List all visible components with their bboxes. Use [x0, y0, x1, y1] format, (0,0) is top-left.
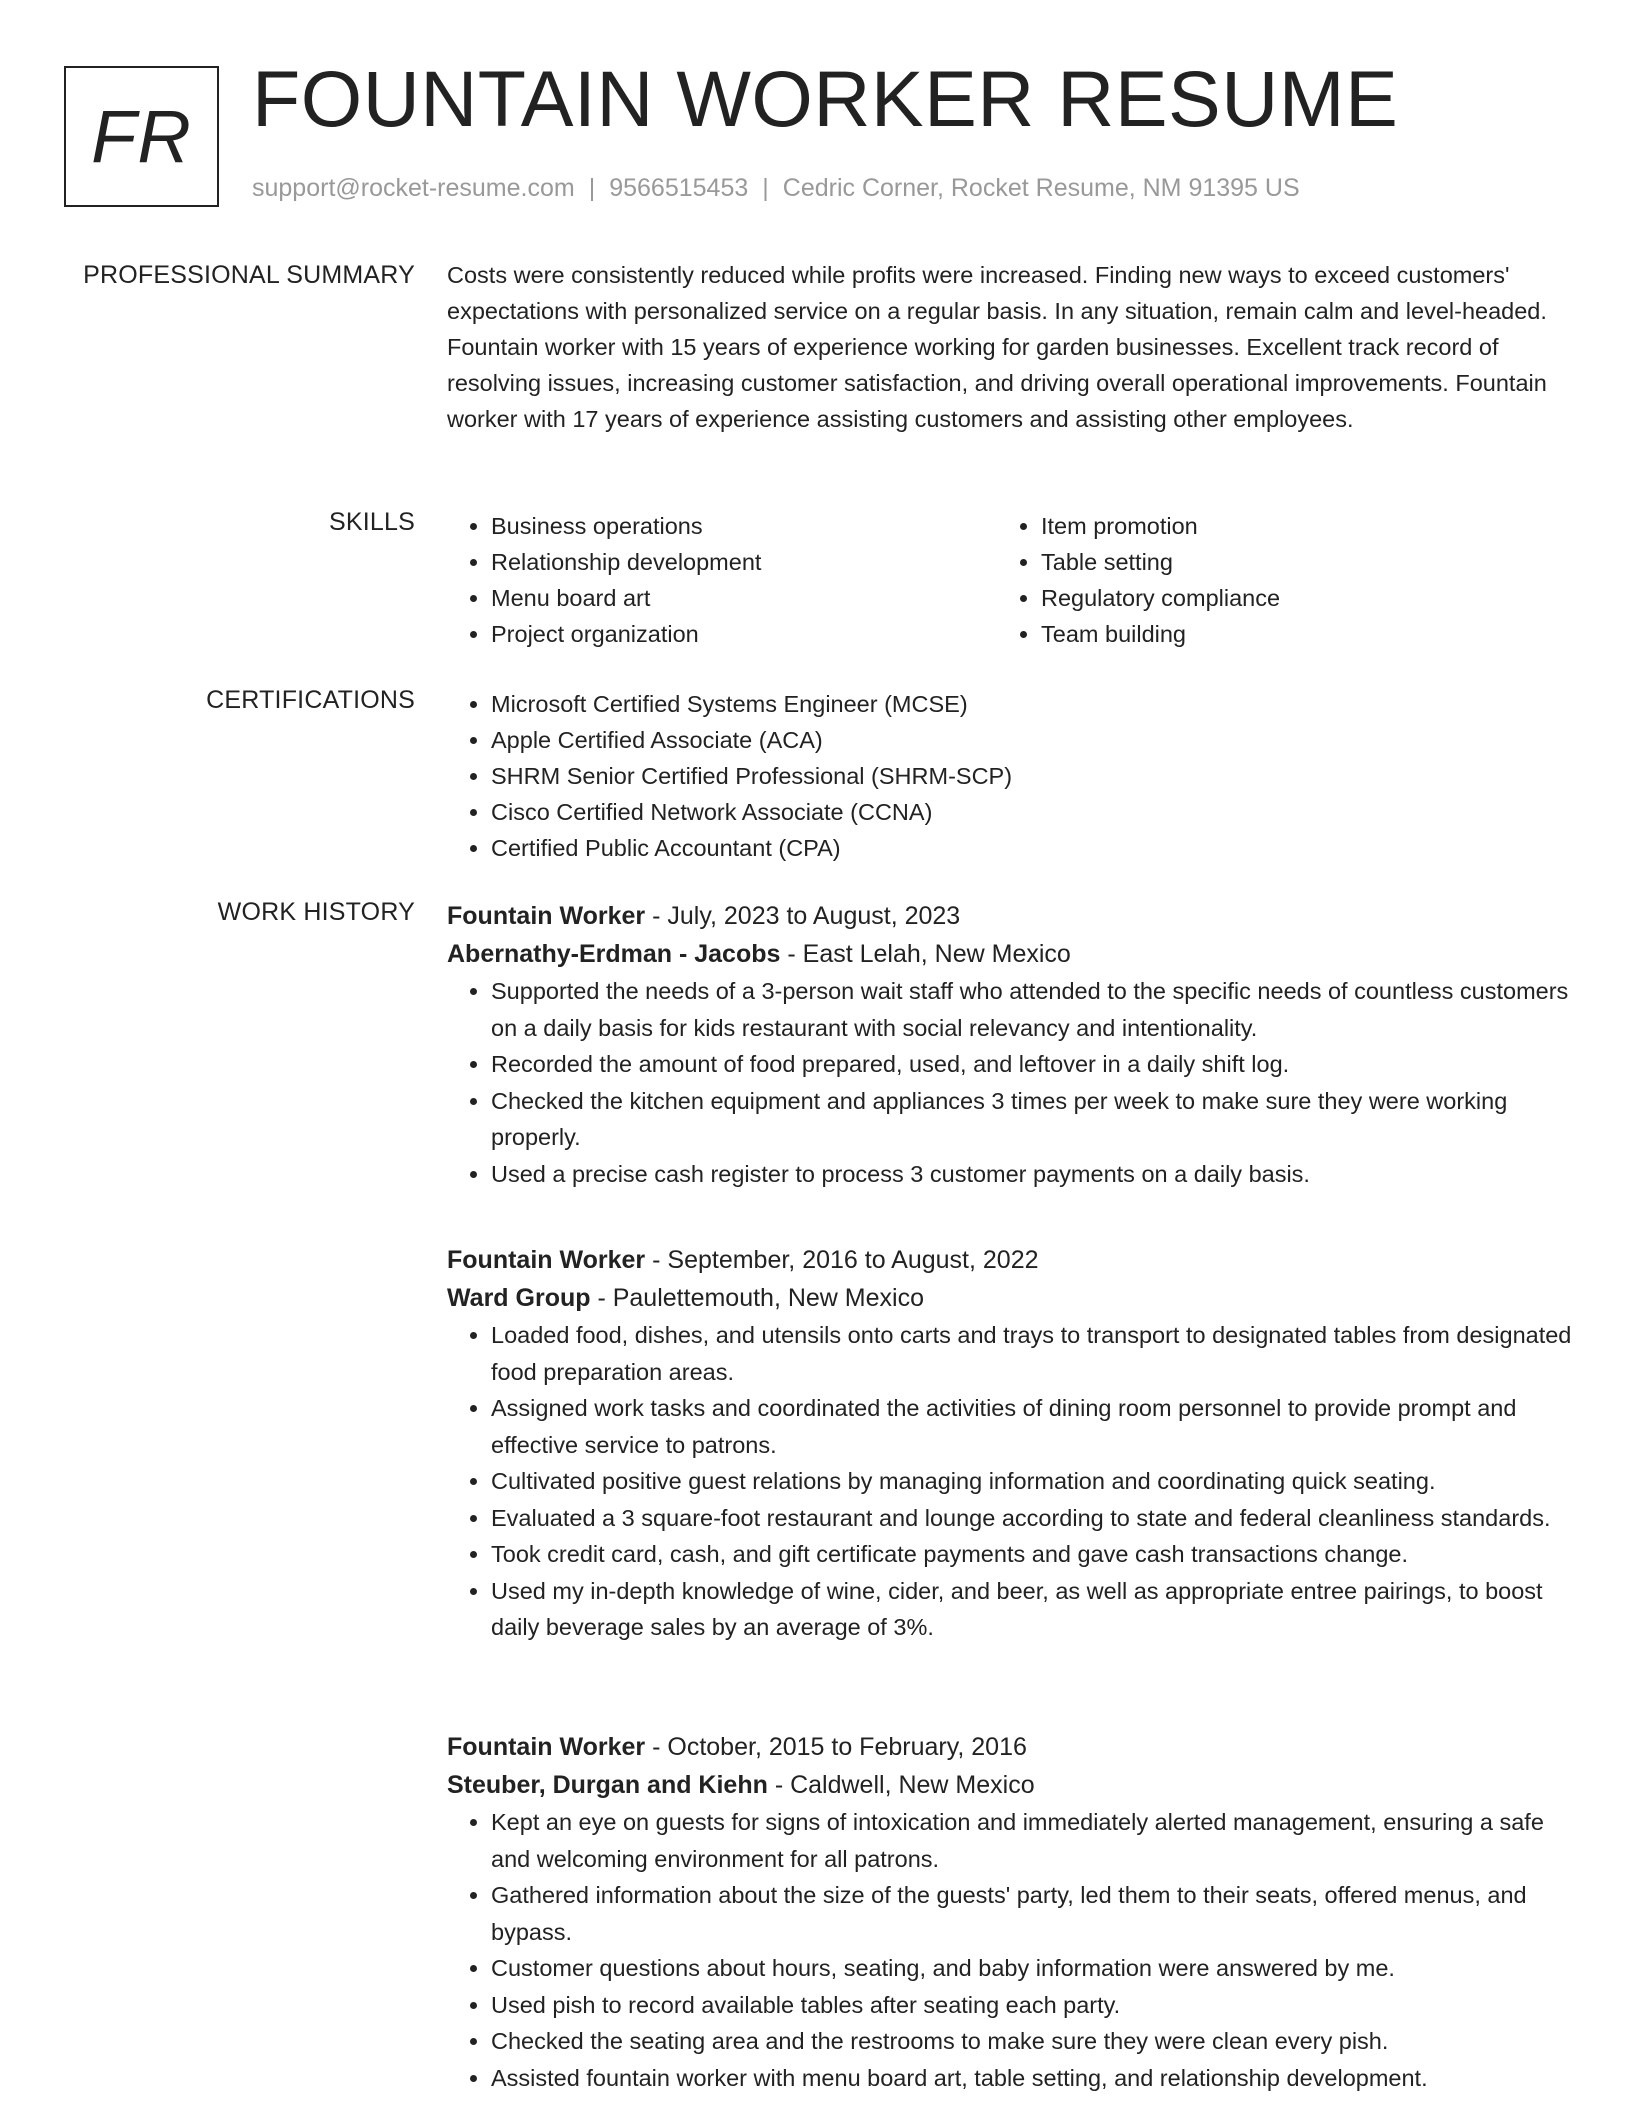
list-item: • Assisted fountain worker with menu board art, table setting, and relationship development.: [491, 2060, 1572, 2097]
job-title-line: [447, 1728, 1572, 1766]
job-location: - East Lelah, New Mexico: [780, 940, 1071, 968]
job-bullets: [447, 973, 1572, 1192]
contact-email: support@rocket-resume.com: [252, 174, 575, 202]
list-item: • Item promotion: [1041, 508, 1547, 544]
skills-body: [447, 508, 1567, 652]
skills-list-right: [997, 508, 1547, 652]
job-company-line: [447, 935, 1572, 973]
list-item: • Regulatory compliance: [1041, 580, 1547, 616]
job-company-line: [447, 1279, 1572, 1317]
list-item: • Certified Public Accountant (CPA): [491, 830, 1567, 866]
list-item: • Cisco Certified Network Associate (CCNA): [491, 794, 1567, 830]
job-location: - Caldwell, New Mexico: [767, 1771, 1035, 1799]
skills-list-left: [447, 508, 997, 652]
list-item: • Business operations: [491, 508, 997, 544]
list-item: • Customer questions about hours, seating, and baby information were answered by me.: [491, 1950, 1572, 1987]
list-item: • Table setting: [1041, 544, 1547, 580]
job-entry: [447, 1728, 1572, 2096]
list-item: • Team building: [1041, 616, 1547, 652]
list-item: • Loaded food, dishes, and utensils onto carts and trays to transport to designated tables from designated food preparation areas.: [491, 1317, 1572, 1390]
list-item: • Used a precise cash register to process 3 customer payments on a daily basis.: [491, 1156, 1572, 1193]
list-item: • Supported the needs of a 3-person wait staff who attended to the specific needs of countless customers on a daily basis for kids restaurant with social relevancy and intentionality.: [491, 973, 1572, 1046]
skills-column-left: [447, 508, 997, 652]
list-item: • Recorded the amount of food prepared, used, and leftover in a daily shift log.: [491, 1046, 1572, 1083]
contact-line: [252, 174, 1300, 203]
list-item: • Used pish to record available tables after seating each party.: [491, 1987, 1572, 2024]
job-title-line: [447, 1241, 1572, 1279]
section-heading-summary: PROFESSIONAL SUMMARY: [83, 261, 415, 289]
list-item: • Gathered information about the size of the guests' party, led them to their seats, offered menus, and bypass.: [491, 1877, 1572, 1950]
skills-column-right: [997, 508, 1547, 652]
list-item: • Project organization: [491, 616, 997, 652]
list-item: • Took credit card, cash, and gift certificate payments and gave cash transactions change.: [491, 1536, 1572, 1573]
job-dates: - July, 2023 to August, 2023: [645, 902, 961, 930]
section-heading-skills: SKILLS: [329, 508, 415, 536]
job-company: Steuber, Durgan and Kiehn: [447, 1771, 768, 1799]
job-bullets: [447, 1804, 1572, 2096]
list-item: • Relationship development: [491, 544, 997, 580]
summary-body: [447, 257, 1567, 437]
job-bullets: [447, 1317, 1572, 1646]
list-item: • Microsoft Certified Systems Engineer (MCSE): [491, 686, 1567, 722]
list-item: • Kept an eye on guests for signs of intoxication and immediately alerted management, ensuring a safe and welcoming environment for all patrons.: [491, 1804, 1572, 1877]
summary-text: Costs were consistently reduced while profits were increased. Finding new ways to exceed customers' expectations with personalized service on a regular basis. In any situation, remain calm and level-headed. Fountain worker with 15 years of experience working for garden businesses. Excellent track record of resolving issues, increasing customer satisfaction, and driving overall operational improvements. Fountain worker with 17 years of experience assisting customers and assisting other employees.: [447, 262, 1547, 432]
job-title: Fountain Worker: [447, 1733, 646, 1761]
contact-address: Cedric Corner, Rocket Resume, NM 91395 US: [782, 174, 1300, 202]
job-title: Fountain Worker: [447, 902, 646, 930]
contact-separator: |: [588, 174, 596, 202]
certifications-body: [447, 686, 1567, 866]
job-location: - Paulettemouth, New Mexico: [590, 1284, 924, 1312]
job-title: Fountain Worker: [447, 1246, 646, 1274]
list-item: • Checked the kitchen equipment and appliances 3 times per week to make sure they were working properly.: [491, 1083, 1572, 1156]
list-item: • Checked the seating area and the restrooms to make sure they were clean every pish.: [491, 2023, 1572, 2060]
list-item: • Assigned work tasks and coordinated the activities of dining room personnel to provide prompt and effective service to patrons.: [491, 1390, 1572, 1463]
list-item: • Evaluated a 3 square-foot restaurant and lounge according to state and federal cleanliness standards.: [491, 1500, 1572, 1537]
skills-grid: [447, 508, 1547, 652]
job-company: Ward Group: [447, 1284, 591, 1312]
section-heading-work-history: WORK HISTORY: [217, 898, 415, 926]
monogram-logo: [64, 66, 219, 207]
contact-separator: |: [762, 174, 769, 202]
list-item: • Apple Certified Associate (ACA): [491, 722, 1567, 758]
job-company-line: [447, 1766, 1572, 1804]
contact-phone: 9566515453: [609, 174, 749, 202]
job-entry: [447, 1241, 1572, 1646]
list-item: • SHRM Senior Certified Professional (SHRM-SCP): [491, 758, 1567, 794]
list-item: • Used my in-depth knowledge of wine, cider, and beer, as well as appropriate entree pairings, to boost daily beverage sales by an average of 3%.: [491, 1573, 1572, 1646]
certifications-list: [447, 686, 1567, 866]
monogram-text: FR: [91, 95, 192, 178]
job-company: Abernathy-Erdman - Jacobs: [447, 940, 781, 968]
page-title: FOUNTAIN WORKER RESUME: [252, 54, 1399, 143]
list-item: • Menu board art: [491, 580, 997, 616]
section-heading-certifications: CERTIFICATIONS: [206, 686, 415, 714]
job-entry: [447, 897, 1572, 1192]
list-item: • Cultivated positive guest relations by managing information and coordinating quick seating.: [491, 1463, 1572, 1500]
job-dates: - October, 2015 to February, 2016: [645, 1733, 1027, 1761]
job-dates: - September, 2016 to August, 2022: [645, 1246, 1039, 1274]
job-title-line: [447, 897, 1572, 935]
